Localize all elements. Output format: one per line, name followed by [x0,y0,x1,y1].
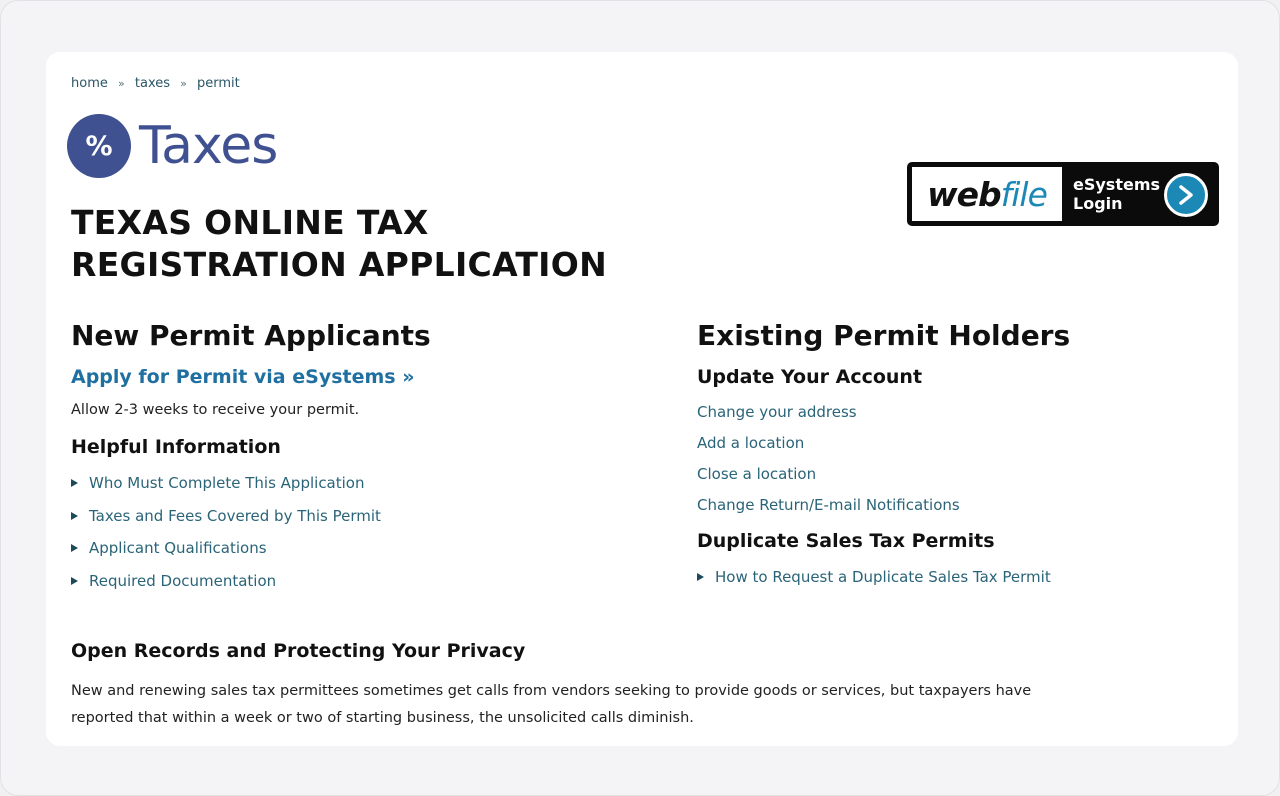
list-item [697,458,1217,489]
triangle-bullet-icon [71,479,78,487]
triangle-bullet-icon [71,577,78,585]
triangle-bullet-icon [71,544,78,552]
chevron-right-circle-icon [1164,173,1208,217]
triangle-bullet-icon [71,512,78,520]
list-item [697,396,1217,427]
duplicate-permits-list [697,561,1217,594]
request-duplicate-permit-link[interactable]: How to Request a Duplicate Sales Tax Permit [715,568,1051,587]
update-account-heading: Update Your Account [697,366,923,388]
applicant-qualifications-link[interactable]: Applicant Qualifications [89,539,267,558]
content-card [46,52,1238,746]
privacy-section [71,640,1071,732]
breadcrumb-separator: » [118,77,125,90]
privacy-heading: Open Records and Protecting Your Privacy [71,640,526,662]
change-notifications-link[interactable]: Change Return/E-mail Notifications [697,495,960,514]
login-label: Login [1073,194,1123,213]
taxes-fees-covered-link[interactable]: Taxes and Fees Covered by This Permit [89,506,381,525]
update-account-list [697,396,1217,520]
new-permit-column [71,318,671,597]
change-address-link[interactable]: Change your address [697,402,857,421]
existing-holders-column [697,318,1217,594]
list-item [71,467,671,500]
list-item [71,532,671,565]
close-location-link[interactable]: Close a location [697,464,817,483]
breadcrumb-permit[interactable]: permit [197,76,240,91]
list-item [697,561,1217,594]
add-location-link[interactable]: Add a location [697,433,805,452]
helpful-info-list [71,467,671,597]
webfile-logo-file: file [1000,174,1047,214]
list-item [697,427,1217,458]
section-header [67,114,277,178]
list-item [697,489,1217,520]
breadcrumb-taxes[interactable]: taxes [134,76,171,91]
breadcrumb-home[interactable]: home [71,76,108,91]
helpful-info-heading: Helpful Information [71,436,281,458]
duplicate-permits-heading: Duplicate Sales Tax Permits [697,530,995,552]
triangle-bullet-icon [697,573,704,581]
page-title: TEXAS ONLINE TAX REGISTRATION APPLICATION [71,203,608,284]
webfile-esystems-login-button[interactable] [907,162,1219,226]
required-documentation-link[interactable]: Required Documentation [89,571,277,590]
percent-icon: % [67,114,131,178]
breadcrumb-separator: » [180,77,187,90]
esystems-login-label [1073,175,1160,213]
list-item [71,565,671,598]
webfile-logo [911,166,1063,222]
allow-weeks-text: Allow 2-3 weeks to receive your permit. [71,402,360,418]
webfile-logo-web: web [927,174,1001,214]
esystems-label: eSystems [1073,175,1161,194]
apply-permit-link[interactable]: Apply for Permit via eSystems » [71,366,415,388]
who-must-complete-link[interactable]: Who Must Complete This Application [89,474,365,493]
breadcrumb [71,76,240,91]
section-title: Taxes [139,116,278,176]
privacy-body: New and renewing sales tax permittees sometimes get calls from vendors seeking to provide goods or services, but taxpayers have reported that within a week or two of starting business, the unsolicited calls diminish. [71,683,1032,726]
new-permit-heading: New Permit Applicants [71,319,431,352]
list-item [71,500,671,533]
existing-holders-heading: Existing Permit Holders [697,319,1071,352]
